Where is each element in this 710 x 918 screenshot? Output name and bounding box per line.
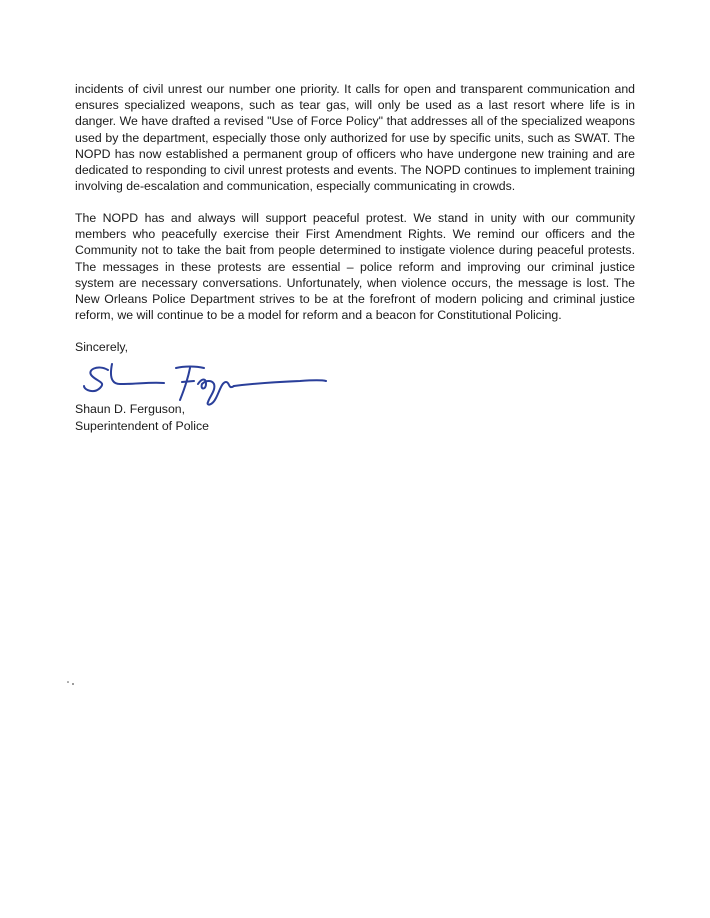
closing-salutation: Sincerely,: [75, 340, 129, 354]
body-paragraph-1: incidents of civil unrest our number one priority. It calls for open and transparent communication and ensures specialized weapons, such as tear gas, will only be used as a last resort where life is in danger. We have drafted a revised "Use of Force Policy" that addresses all of the specialized weapons used by the department, especially those only authorized for use by specific units, such as SWAT. The NOPD has now established a permanent group of officers who have undergone new training and are dedicated to responding to civil unrest protests and events. The NOPD continues to implement training involving de-escalation and communication, especially communicating in crowds.: [75, 82, 635, 194]
signer-title: Superintendent of Police: [75, 419, 209, 433]
signer-name: Shaun D. Ferguson,: [75, 402, 186, 416]
scan-speck: [66, 680, 76, 686]
body-paragraph-2: The NOPD has and always will support peaceful protest. We stand in unity with our community members who peacefully exercise their First Amendment Rights. We remind our officers and the Community not to take the bait from people determined to instigate violence during peaceful protests. The messages in these protests are essential – police reform and improving our criminal justice system are necessary conversations. Unfortunately, when violence occurs, the message is lost. The New Orleans Police Department strives to be at the forefront of modern policing and criminal justice reform, we will continue to be a model for reform and a beacon for Constitutional Policing.: [75, 211, 635, 323]
